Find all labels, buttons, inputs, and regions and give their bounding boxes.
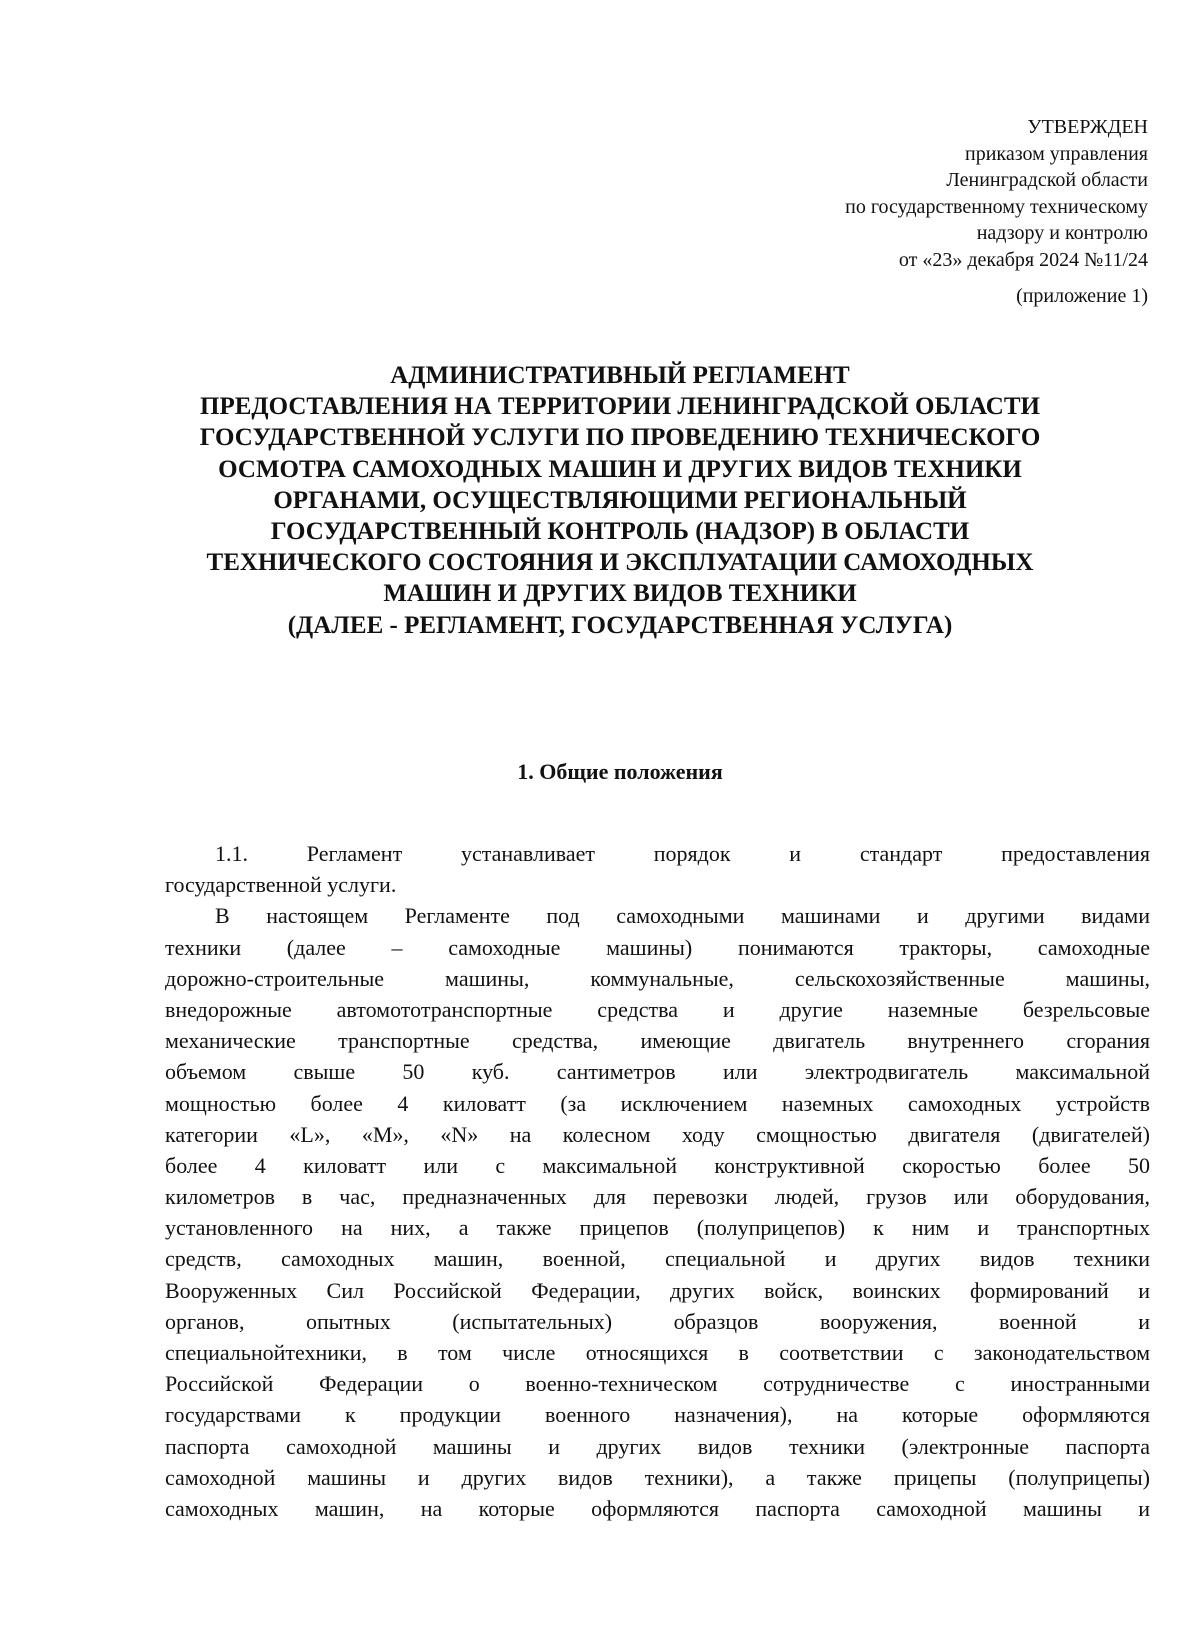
- paragraph-line: самоходной машины и других видов техники), а также прицепы (полуприцепы): [165, 1464, 1150, 1490]
- paragraph-line: 1.1. Регламент устанавливает порядок и стандарт предоставления: [215, 841, 1150, 866]
- paragraph-line: установленного на них, а также прицепов (полуприцепов) к ним и транспортных: [165, 1215, 1150, 1241]
- paragraph-line: километров в час, предназначенных для перевозки людей, грузов или оборудования,: [165, 1184, 1150, 1210]
- title-line: МАШИН И ДРУГИХ ВИДОВ ТЕХНИКИ: [383, 580, 857, 608]
- paragraph-definition: [115, 900, 1150, 1524]
- paragraph-line: техники (далее – самоходные машины) понимаются тракторы, самоходные: [165, 934, 1150, 960]
- paragraph-line: самоходных машин, на которые оформляются паспорта самоходной машины и: [165, 1495, 1150, 1521]
- title-line: (ДАЛЕЕ - РЕГЛАМЕНТ, ГОСУДАРСТВЕННАЯ УСЛУГА): [287, 611, 953, 639]
- title-line: ОРГАНАМИ, ОСУЩЕСТВЛЯЮЩИМИ РЕГИОНАЛЬНЫЙ: [273, 486, 967, 514]
- approval-line: приказом управления: [965, 142, 1148, 165]
- title-line: ГОСУДАРСТВЕННОЙ УСЛУГИ ПО ПРОВЕДЕНИЮ ТЕХНИЧЕСКОГО: [199, 424, 1041, 452]
- paragraph-line: государствами к продукции военного назначения), на которые оформляются: [165, 1402, 1150, 1428]
- title-line: ПРЕДОСТАВЛЕНИЯ НА ТЕРРИТОРИИ ЛЕНИНГРАДСКОЙ ОБЛАСТИ: [200, 393, 1040, 421]
- paragraph-line: Вооруженных Сил Российской Федерации, других войск, воинских формирований и: [165, 1277, 1150, 1303]
- approval-line: надзору и контролю: [976, 222, 1148, 244]
- approval-date-line: от «23» декабря 2024 №11/24: [898, 248, 1148, 271]
- title-line: ГОСУДАРСТВЕННЫЙ КОНТРОЛЬ (НАДЗОР) В ОБЛАСТИ: [270, 518, 970, 546]
- paragraph-line: паспорта самоходной машины и других видов техники (электронные паспорта: [165, 1433, 1150, 1459]
- paragraph-line: В настоящем Регламенте под самоходными машинами и другими видами: [215, 903, 1150, 929]
- paragraph-line: государственной услуги.: [165, 872, 397, 898]
- title-line: ТЕХНИЧЕСКОГО СОСТОЯНИЯ И ЭКСПЛУАТАЦИИ САМОХОДНЫХ: [206, 549, 1034, 577]
- title-line: ОСМОТРА САМОХОДНЫХ МАШИН И ДРУГИХ ВИДОВ ТЕХНИКИ: [218, 455, 1022, 483]
- paragraph-line: более 4 киловатт или с максимальной конструктивной скоростью более 50: [165, 1152, 1150, 1178]
- paragraph-line: дорожно-строительные машины, коммунальные, сельскохозяйственные машины,: [165, 965, 1150, 991]
- body-text: [115, 838, 1150, 1524]
- paragraph-line: специальнойтехники, в том числе относящихся в соответствии с законодательством: [165, 1340, 1150, 1365]
- paragraph-line: категории «L», «M», «N» на колесном ходу смощностью двигателя (двигателей): [165, 1121, 1150, 1147]
- paragraph-line: Российской Федерации о военно-техническом сотрудничестве с иностранными: [165, 1371, 1150, 1397]
- paragraph-line: средств, самоходных машин, военной, специальной и других видов техники: [165, 1246, 1150, 1272]
- title-line: АДМИНИСТРАТИВНЫЙ РЕГЛАМЕНТ: [390, 362, 850, 389]
- approval-line: по государственному техническому: [845, 195, 1148, 218]
- document-title: [100, 360, 1140, 641]
- paragraph-line: внедорожные автомототранспортные средства и другие наземные безрельсовые: [165, 996, 1150, 1022]
- approval-line: УТВЕРЖДЕН: [1027, 116, 1148, 138]
- section-heading: 1. Общие положения: [517, 759, 723, 784]
- paragraph-1-1: [115, 838, 1150, 900]
- approval-line: Ленинградской области: [946, 169, 1148, 191]
- appendix-label: (приложение 1): [1016, 285, 1148, 307]
- paragraph-line: объемом свыше 50 куб. сантиметров или электродвигатель максимальной: [165, 1059, 1150, 1085]
- paragraph-line: механические транспортные средства, имеющие двигатель внутреннего сгорания: [165, 1028, 1150, 1054]
- approval-stamp-block: [845, 114, 1148, 310]
- paragraph-line: органов, опытных (испытательных) образцов вооружения, военной и: [165, 1308, 1150, 1334]
- paragraph-line: мощностью более 4 киловатт (за исключением наземных самоходных устройств: [165, 1090, 1150, 1116]
